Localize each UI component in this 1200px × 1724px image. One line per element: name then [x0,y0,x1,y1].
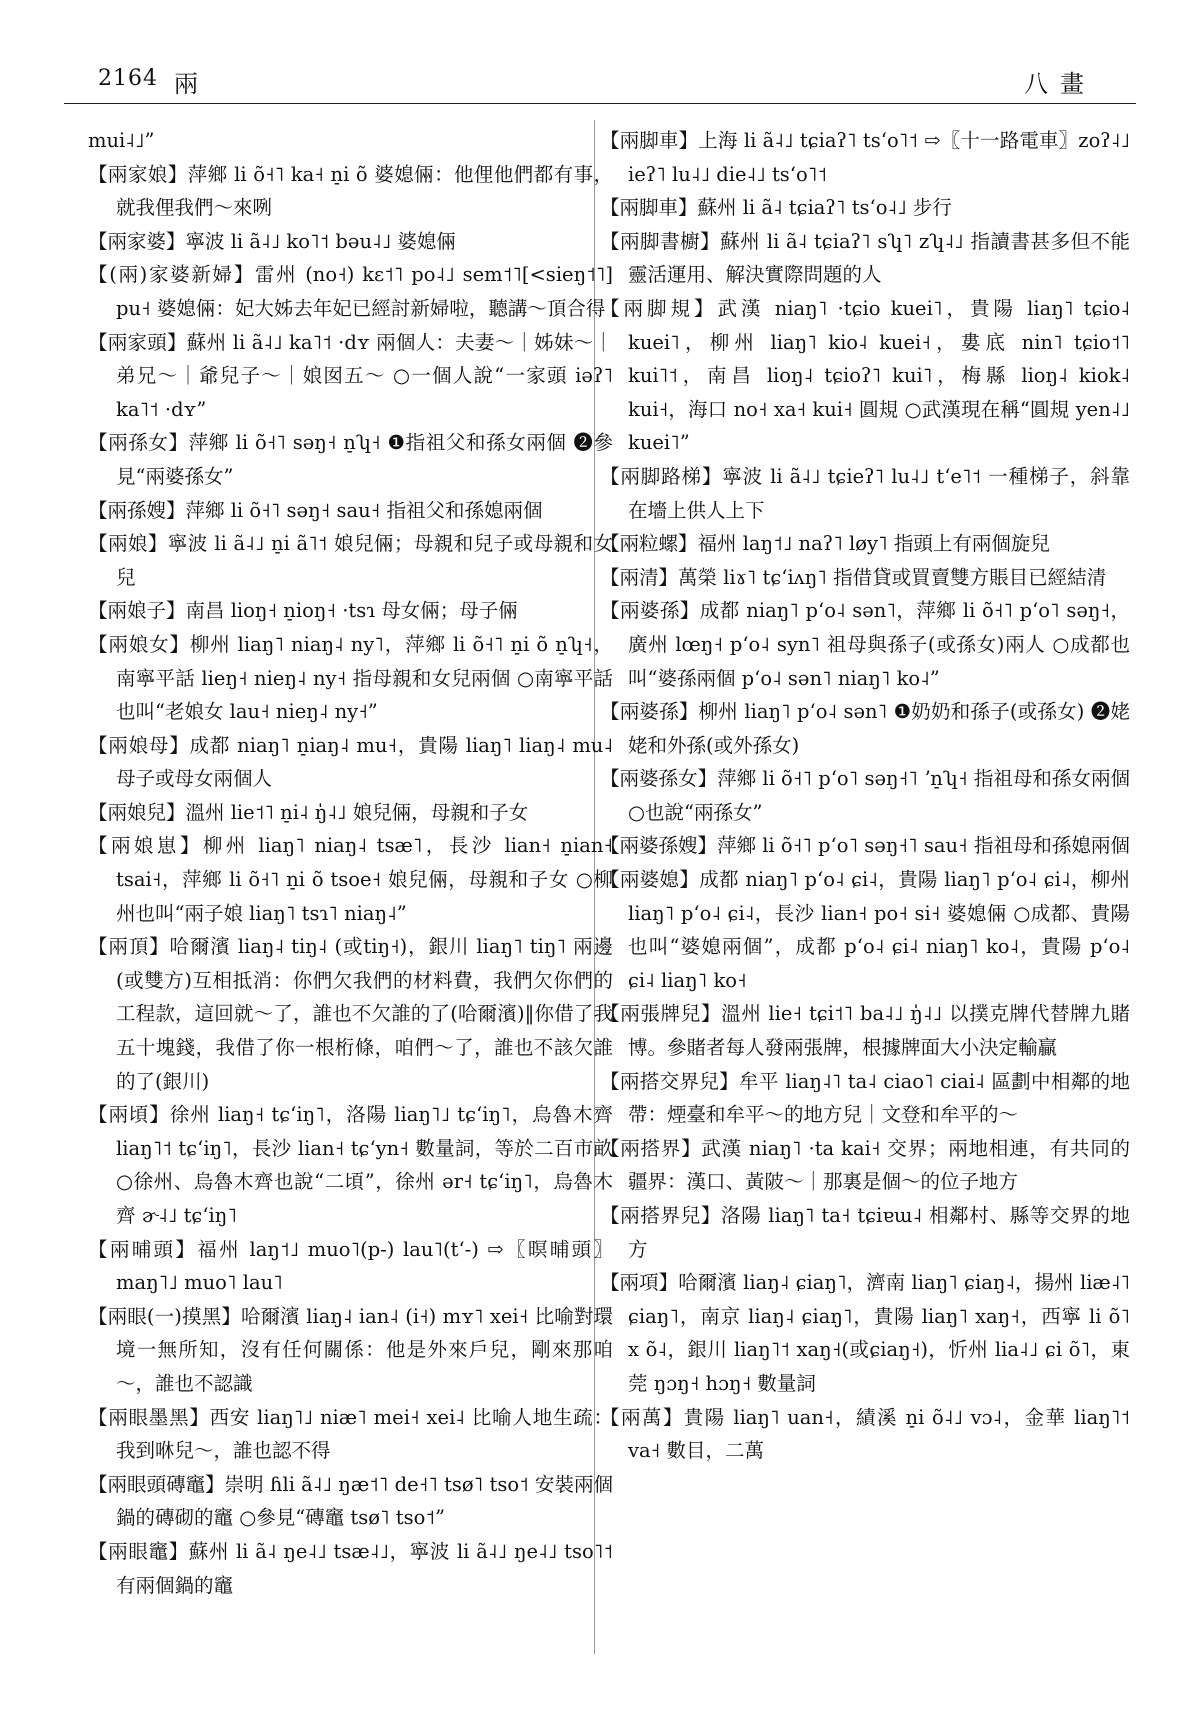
dictionary-entry: 【兩脚路梯】寧波 li ã˨˩ tɕieʔ˥ lu˨˩ tʻe˥˦ 一種梯子，斜靠在墻上供人上下 [600,464,1130,522]
dictionary-entry: 【兩晡頭】福州 laŋ˦˩ muo˥(p-) lau˥(tʻ-) ⇨〖暝晡頭〗maŋ˥˩ muo˥ lau˥ [88,1237,613,1295]
right-column [600,124,1130,1468]
dictionary-entry: 【兩眼墨黑】西安 liaŋ˥˩ niæ˥ mei˧ xei˨ 比喻人地生疏：我到咻兒～，誰也認不得 [88,1405,613,1463]
dictionary-entry: 【兩娘女】柳州 liaŋ˥ niaŋ˨ ny˥，萍鄉 li õ˧˥ n̠i õ n̠ʮ˧，南寧平話 lieŋ˧ nieŋ˨ ny˧ 指母親和女兒兩個 ○南寧平話也叫“老娘女 lau˧ nieŋ˨ ny˧” [88,632,613,724]
dictionary-entry: 【兩脚車】上海 li ã˨˩ tɕiaʔ˥ tsʻo˥˦ ⇨〖十一路電車〗zoʔ˨˩ ieʔ˥ lu˨˩ die˨˩ tsʻo˥˦ [600,129,1130,186]
dictionary-entry: 【兩脚車】蘇州 li ã˨ tɕiaʔ˥ tsʻo˨˩ 步行 [600,196,952,220]
header-rule [64,103,1136,104]
dictionary-entry: 【兩娘崽】柳州 liaŋ˥ niaŋ˨ tsæ˥，長沙 lian˧ n̠ian˧ tsai˧，萍鄉 li õ˧˥ n̠i õ tsoe˧ 娘兒倆，母親和子女 ○柳州也叫“兩子娘 liaŋ˥ tsɿ˥ niaŋ˨” [88,834,613,925]
dictionary-entry: 【兩眼(一)摸黑】哈爾濱 liaŋ˨ ian˨ (i˧) mʏ˥ xei˧ 比喻對環境一無所知，沒有任何關係：他是外來戶兒，剛來那咱～，誰也不認識 [88,1304,613,1395]
dictionary-entry: mui˨˩” [88,129,155,152]
dictionary-entry: 【兩娘子】南昌 lioŋ˧ n̠ioŋ˧ ·tsɿ 母女倆；母子倆 [88,599,518,623]
dictionary-entry: 【兩家娘】萍鄉 li õ˧˥ ka˧ n̠i õ 婆媳倆：他俚他們都有事，就我俚我們～來咧 [88,162,613,220]
dictionary-entry: 【兩搭交界兒】牟平 liaŋ˨˥ ta˨ ciao˥ ciai˨ 區劃中相鄰的地帶：煙臺和牟平～的地方兒｜文登和牟平的～ [600,1069,1130,1127]
dictionary-entry: 【兩孫女】萍鄉 li õ˧˥ səŋ˧ n̠ʮ˧ ❶指祖父和孫女兩個 ❷參見“兩婆孫女” [88,431,613,488]
dictionary-entry: 【兩脚書櫥】蘇州 li ã˨ tɕiaʔ˥ sʮ˥ zʮ˨˩ 指讀書甚多但不能靈活運用、解決實際問題的人 [600,229,1130,287]
dictionary-entry: 【兩娘母】成都 niaŋ˥ n̠iaŋ˨ mu˧，貴陽 liaŋ˥ liaŋ˨ mu˨ 母子或母女兩個人 [88,733,613,791]
dictionary-entry: 【兩婆孫女】萍鄉 li õ˧˥ pʻo˥ səŋ˧˥ ʼn̠ʮ˧ 指祖母和孫女兩個 ○也說“兩孫女” [600,767,1130,824]
dictionary-entry: 【兩萬】貴陽 liaŋ˥ uan˧，績溪 n̠i õ˨˩ vɔ˨，金華 liaŋ˥˦ va˧ 數目，二萬 [600,1405,1130,1463]
dictionary-entry: 【兩粒螺】福州 laŋ˦˩ naʔ˥ løy˥ 指頭上有兩個旋兒 [600,532,1050,556]
dictionary-entry: 【(兩)家婆新婦】雷州 (no˧) kɛ˦˥ po˨˩ sem˦˥[<sieŋ˦˥] pu˧ 婆媳倆：妃大姊去年妃已經討新婦啦，聽講～頂合得 [88,263,613,320]
stroke-section-label: 八畫 [1024,70,1096,98]
dictionary-entry: 【兩清】萬榮 liɤ˥ tɕʻiʌŋ˥ 指借貸或買賣雙方賬目已經結清 [600,565,1107,589]
dictionary-entry: 【兩搭界】武漢 niaŋ˥ ·ta kai˧ 交界；兩地相連，有共同的疆界：漢口、黃陂～｜那裏是個～的位子地方 [600,1136,1130,1194]
page-header [64,66,1136,100]
dictionary-entry: 【兩家頭】蘇州 li ã˨˩ ka˥˦ ·dʏ 兩個人：夫妻～｜姊妹～｜弟兄～｜爺兒子～｜娘囡五～ ○一個人說“一家頭 iəʔ˥ ka˥˦ ·dʏ” [88,330,613,421]
dictionary-entry: 【兩脚規】武漢 niaŋ˥ ·tɕio kuei˥，貴陽 liaŋ˥ tɕio˨ kuei˥，柳州 liaŋ˥ kio˨ kuei˧，婁底 nin˥ tɕio˦˥ kui˥˦，南昌 lioŋ˨ tɕioʔ˥ kui˥，梅縣 lioŋ˨ kiok˨ kui˧，海口 no˧ xa˧ kui˧ 圓規 ○武漢現在稱“圓規 yen˨˩ kuei˥” [600,296,1130,455]
dictionary-entry: 【兩婆孫】成都 niaŋ˥ pʻo˨ sən˥，萍鄉 li õ˧˥ pʻo˥ səŋ˧，廣州 lœŋ˧ pʻo˨ syn˥ 祖母與孫子(或孫女)兩人 ○成都也叫“婆孫兩個 pʻo˨ sən˥ niaŋ˥ ko˨” [600,599,1130,690]
dictionary-entry: 【兩眼頭磚竈】崇明 ɦli ã˨˩ ŋæ˦˥ de˧˥ tsø˥ tso˦ 安裝兩個鍋的磚砌的竈 ○參見“磚竈 tsø˥ tso˦” [88,1472,613,1530]
dictionary-entry: 【兩孫嫂】萍鄉 li õ˧˥ səŋ˧ sau˧ 指祖父和孫媳兩個 [88,498,543,522]
dictionary-entry: 【兩頃】徐州 liaŋ˧ tɕʻiŋ˥，洛陽 liaŋ˥˩ tɕʻiŋ˥，烏魯木齊 liaŋ˥˦ tɕʻiŋ˥，長沙 lian˧ tɕʻyn˧ 數量詞，等於二百市畝 ○徐州、烏魯木齊也說“二頃”，徐州 ər˧ tɕʻiŋ˥，烏魯木齊 ɚ˨˩ tɕʻiŋ˥ [88,1103,613,1227]
left-column [88,124,613,1602]
dictionary-entry: 【兩婆孫】柳州 liaŋ˥ pʻo˨ sən˥ ❶奶奶和孫子(或孫女) ❷姥姥和外孫(或外孫女) [600,700,1130,757]
dictionary-entry: 【兩頂】哈爾濱 liaŋ˨ tiŋ˨ (或tiŋ˧)，銀川 liaŋ˥ tiŋ˥ 兩邊(或雙方)互相抵消：你們欠我們的材料費，我們欠你們的工程款，這回就～了，誰也不欠誰的了(哈爾濱)‖你借了我五十塊錢，我借了你一根桁條，咱們～了，誰也不該欠誰的了(銀川) [88,935,613,1093]
dictionary-entry: 【兩婆孫嫂】萍鄉 li õ˧˥ pʻo˥ səŋ˧˥ sau˧ 指祖母和孫媳兩個 [600,834,1130,858]
dictionary-entry: 【兩眼竈】蘇州 li ã˨ ŋe˨˩ tsæ˨˩，寧波 li ã˨˩ ŋe˨˩ tso˥˦ 有兩個鍋的竈 [88,1539,613,1597]
dictionary-entry: 【兩項】哈爾濱 liaŋ˨ ɕiaŋ˥，濟南 liaŋ˥ ɕiaŋ˨，揚州 liæ˨˥ ɕiaŋ˥，南京 liaŋ˨ ɕiaŋ˥，貴陽 liaŋ˥ xaŋ˧，西寧 li õ˥ x õ˨，銀川 liaŋ˥˦ xaŋ˧(或ɕiaŋ˧)，忻州 lia˨˩ ɕi õ˥，東莞 ŋɔŋ˧ hɔŋ˧ 數量詞 [600,1271,1130,1395]
dictionary-entry: 【兩娘】寧波 li ã˨˩ n̠i ã˥˦ 娘兒倆；母親和兒子或母親和女兒 [88,532,613,589]
dictionary-entry: 【兩張牌兒】溫州 lie˧ tɕi˦˥ ba˨˩ ŋ̍˨˩ 以撲克牌代替牌九賭博。參賭者每人發兩張牌，根據牌面大小決定輸贏 [600,1002,1130,1060]
dictionary-entry: 【兩娘兒】溫州 lie˦˥ n̠i˨ ŋ̍˨˩ 娘兒倆，母親和子女 [88,800,529,824]
dictionary-entry: 【兩搭界兒】洛陽 liaŋ˥ ta˧ tɕiɐɯ˨ 相鄰村、縣等交界的地方 [600,1204,1130,1261]
head-character: 兩 [174,70,198,98]
dictionary-entry: 【兩婆媳】成都 niaŋ˥ pʻo˨ ɕi˨，貴陽 liaŋ˥ pʻo˨ ɕi˨，柳州 liaŋ˥ pʻo˨ ɕi˨，長沙 lian˧ po˧ si˧ 婆媳倆 ○成都、貴陽也叫“婆媳兩個”，成都 pʻo˨ ɕi˨ niaŋ˥ ko˨，貴陽 pʻo˨ ɕi˨ liaŋ˥ ko˧ [600,868,1130,992]
page-number: 2164 [98,66,158,91]
dictionary-entry: 【兩家婆】寧波 li ã˨˩ ko˥˦ bəu˨˩ 婆媳倆 [88,229,456,253]
